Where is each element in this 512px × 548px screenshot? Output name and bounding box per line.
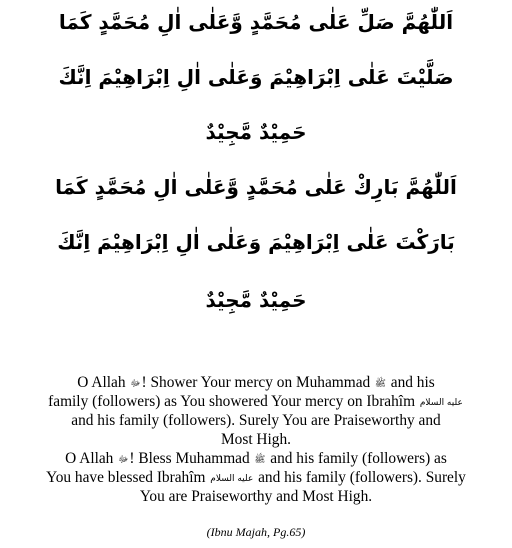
translation-text: and his family (followers). Surely (254, 469, 466, 486)
translation-text: You have blessed Ibrahîm (46, 469, 210, 486)
honorific-glyph: عليه السلام (210, 474, 254, 484)
translation-text: ! Shower Your mercy on Muhammad (141, 374, 375, 391)
translation-line-7: You are Praiseworthy and Most High. (139, 488, 373, 505)
translation-line-3: and his family (followers). Surely You are Praiseworthy and (71, 412, 441, 429)
translation-line-2 (0, 392, 512, 411)
translation-text: O Allah (77, 374, 130, 391)
translation-text: and his family (followers) as (266, 450, 447, 467)
arabic-line-2: صَلَّيْتَ عَلٰى اِبْرَاهِيْمَ وَعَلٰى اٰلِ اِبْرَاهِيْمَ اِنَّكَ (58, 65, 454, 89)
arabic-line-1: اَللّٰهُمَّ صَلِّ عَلٰى مُحَمَّدٍ وَّعَلٰى اٰلِ مُحَمَّدٍ كَمَا (58, 10, 454, 34)
honorific-glyph: ﷺ (375, 379, 386, 389)
english-translation (0, 373, 512, 506)
translation-line-5 (0, 449, 512, 468)
arabic-line-4: اَللّٰهُمَّ بَارِكْ عَلٰى مُحَمَّدٍ وَّعَلٰى اٰلِ مُحَمَّدٍ كَمَا (55, 175, 457, 199)
translation-text: O Allah (65, 450, 118, 467)
honorific-glyph: عليه السلام (419, 398, 463, 408)
translation-text: ! Bless Muhammad (129, 450, 254, 467)
translation-line-4: Most High. (221, 431, 291, 448)
translation-line-6 (0, 468, 512, 487)
honorific-glyph: ﷺ (254, 455, 266, 465)
translation-line-1 (0, 373, 512, 392)
source-citation: (Ibnu Majah, Pg.65) (206, 525, 306, 539)
arabic-line-6: حَمِيْدٌ مَّجِيْدٌ (205, 288, 307, 312)
honorific-glyph: ﷻ (130, 379, 141, 389)
translation-text: and his (386, 374, 435, 391)
translation-text: family (followers) as You showered Your mercy on Ibrahîm (48, 393, 419, 410)
arabic-line-3: حَمِيْدٌ مَّجِيْدٌ (205, 120, 307, 144)
arabic-line-5: بَارَكْتَ عَلٰى اِبْرَاهِيْمَ وَعَلٰى اٰلِ اِبْرَاهِيْمَ اِنَّكَ (57, 230, 455, 254)
honorific-glyph: ﷻ (118, 455, 129, 465)
